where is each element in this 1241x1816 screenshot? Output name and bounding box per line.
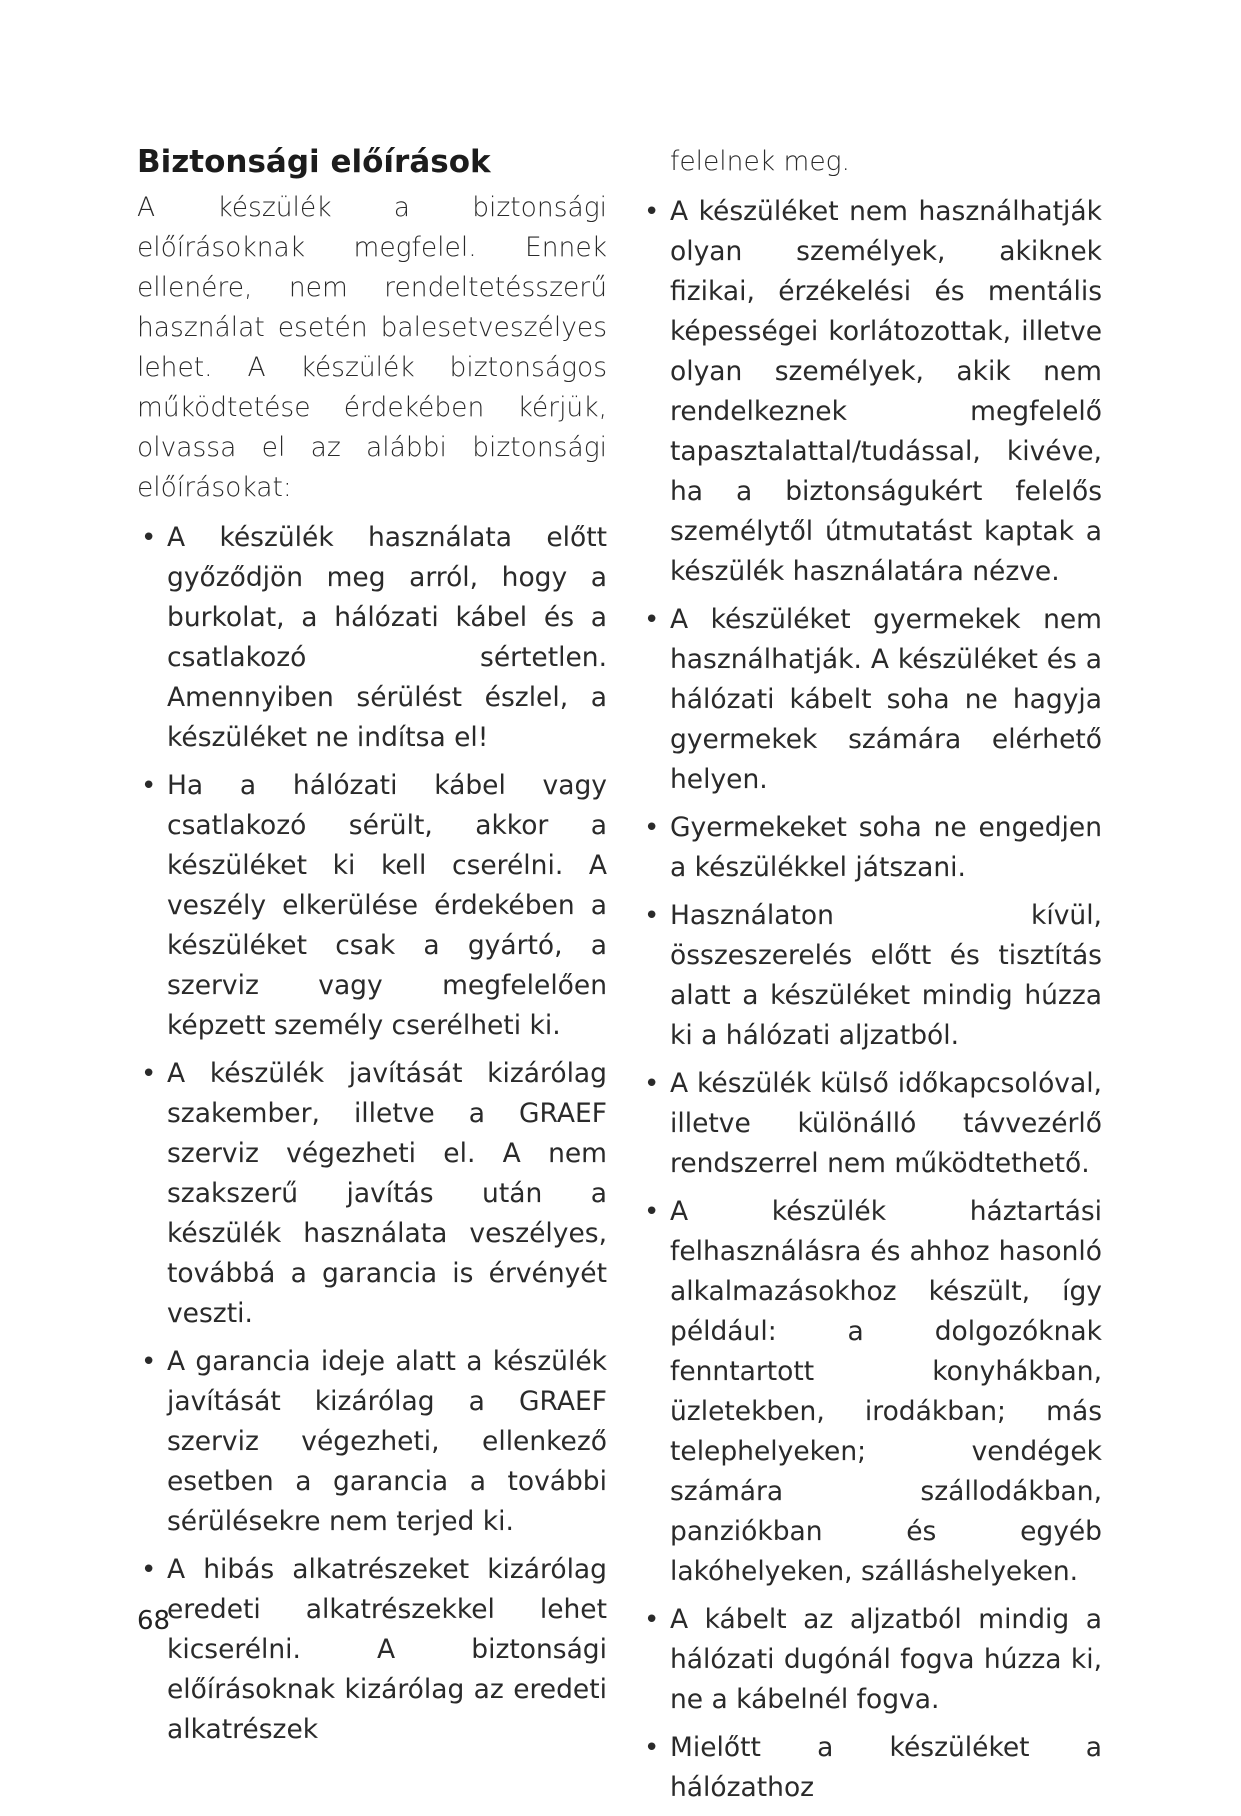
list-item: [640, 1064, 1102, 1184]
list-item: [640, 192, 1102, 592]
bullet-icon: •: [644, 901, 660, 931]
list-item: [640, 896, 1102, 1056]
list-item-text: A garancia ideje alatt a készülék javítását kizárólag a GRAEF szerviz végezheti, ellenkező esetben a garancia a további sérülésekre nem terjed ki.: [167, 1346, 607, 1537]
list-item-text: Gyermekeket soha ne engedjen a készülékkel játszani.: [670, 812, 1102, 883]
bullet-icon: •: [141, 1555, 157, 1585]
list-item: [640, 600, 1102, 800]
list-item: [137, 1342, 607, 1542]
bullet-icon: •: [644, 197, 660, 227]
bullet-icon: •: [644, 1197, 660, 1227]
list-item-text: A hibás alkatrészeket kizárólag eredeti alkatrészekkel lehet kicserélni. A biztonsági előírásoknak kizárólag az eredeti alkatrészek: [167, 1554, 607, 1745]
left-column: [137, 142, 607, 1758]
list-item: [137, 1054, 607, 1334]
continuation-text: felelnek meg.: [670, 146, 850, 177]
list-item-text: A készülék háztartási felhasználásra és ahhoz hasonló alkalmazásokhoz készült, így például: a dolgozóknak fenntartott konyhákban, üzletekben, irodákban; más telephelyeken; vendégek számára szállodákban, panziókban és egyéb lakóhelyeken, szálláshelyeken.: [670, 1196, 1102, 1587]
bullet-icon: •: [644, 813, 660, 843]
list-item: [137, 766, 607, 1046]
bullet-icon: •: [644, 1733, 660, 1763]
bullet-icon: •: [644, 605, 660, 635]
right-bullet-list: [640, 192, 1102, 1808]
page-number: 68: [137, 1606, 171, 1636]
list-item-text: Használaton kívül, összeszerelés előtt és tisztítás alatt a készüléket mindig húzza ki a hálózati aljzatból.: [670, 900, 1102, 1051]
intro-paragraph: A készülék a biztonsági előírásoknak megfelel. Ennek ellenére, nem rendeltetésszerű használat esetén balesetveszélyes lehet. A készülék biztonságos működtetése érdekében kérjük, olvassa el az alábbi biztonsági előírásokat:: [137, 192, 607, 503]
section-heading: Biztonsági előírások: [137, 144, 491, 180]
bullet-icon: •: [644, 1069, 660, 1099]
bullet-icon: •: [141, 771, 157, 801]
bullet-icon: •: [141, 523, 157, 553]
list-item-text: A készüléket nem használhatják olyan személyek, akiknek fizikai, érzékelési és mentális képességei korlátozottak, illetve olyan személyek, akik nem rendelkeznek megfelelő tapasztalattal/tudással, kivéve, ha a biztonságukért felelős személytől útmutatást kaptak a készülék használatára nézve.: [670, 196, 1102, 587]
list-item-text: A kábelt az aljzatból mindig a hálózati dugónál fogva húzza ki, ne a kábelnél fogva.: [670, 1604, 1102, 1715]
list-item-text: Mielőtt a készüléket a hálózathoz: [670, 1732, 1102, 1803]
bullet-icon: •: [644, 1605, 660, 1635]
list-item: [640, 1728, 1102, 1808]
list-item-text: A készülék külső időkapcsolóval, illetve különálló távvezérlő rendszerrel nem működtethető.: [670, 1068, 1102, 1179]
bullet-icon: •: [141, 1059, 157, 1089]
list-item-text: A készüléket gyermekek nem használhatják. A készüléket és a hálózati kábelt soha ne hagyja gyermekek számára elérhető helyen.: [670, 604, 1102, 795]
bullet-icon: •: [141, 1347, 157, 1377]
left-bullet-list: [137, 518, 607, 1750]
list-item: [137, 518, 607, 758]
right-column: [640, 142, 1102, 1816]
list-item: [640, 808, 1102, 888]
list-item: [640, 1192, 1102, 1592]
list-item-text: Ha a hálózati kábel vagy csatlakozó sérült, akkor a készüléket ki kell cserélni. A veszély elkerülése érdekében a készüléket csak a gyártó, a szerviz vagy megfelelően képzett személy cserélheti ki.: [167, 770, 607, 1041]
list-item-text: A készülék javítását kizárólag szakember, illetve a GRAEF szerviz végezheti el. A nem szakszerű javítás után a készülék használata veszélyes, továbbá a garancia is érvényét veszti.: [167, 1058, 607, 1329]
list-item: [137, 1550, 607, 1750]
list-item-text: A készülék használata előtt győződjön meg arról, hogy a burkolat, a hálózati kábel és a csatlakozó sértetlen. Amennyiben sérülést észlel, a készüléket ne indítsa el!: [167, 522, 607, 753]
list-item: [640, 1600, 1102, 1720]
